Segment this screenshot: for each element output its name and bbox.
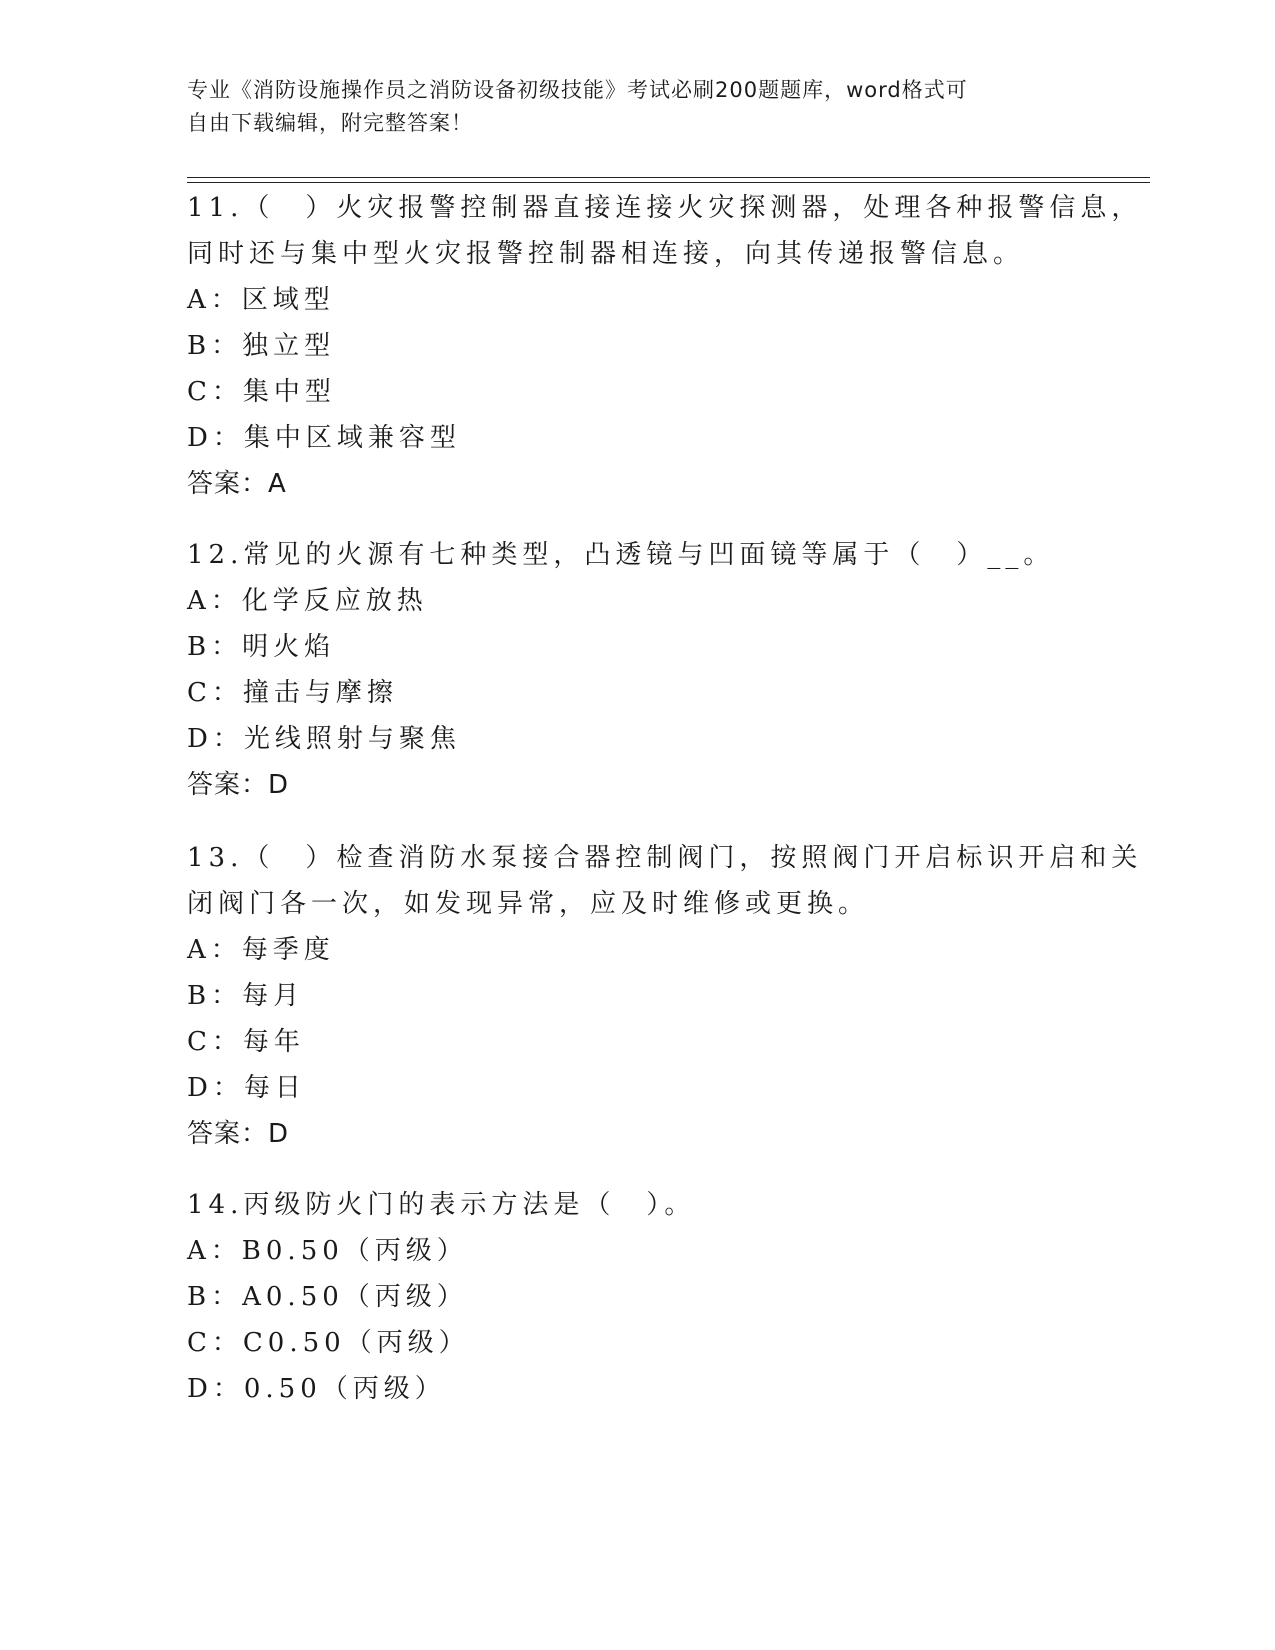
option-b: B：明火焰 bbox=[187, 632, 336, 662]
option-b: B：A0.50（丙级） bbox=[187, 1282, 468, 1312]
question-stem-line: 同时还与集中型火灾报警控制器相连接，向其传递报警信息。 bbox=[187, 239, 1025, 269]
question-11 bbox=[187, 185, 1143, 507]
answer: 答案：D bbox=[187, 1119, 290, 1149]
option-a: A：化学反应放热 bbox=[187, 586, 428, 616]
question-stem-line: 闭阀门各一次，如发现异常，应及时维修或更换。 bbox=[187, 889, 870, 919]
question-14 bbox=[187, 1182, 1087, 1412]
option-a: A：区域型 bbox=[187, 285, 335, 315]
question-stem-line: 11.（ ）火灾报警控制器直接连接火灾探测器，处理各种报警信息， bbox=[187, 193, 1143, 223]
option-d: D：集中区域兼容型 bbox=[187, 423, 461, 453]
option-a: A：每季度 bbox=[187, 935, 335, 965]
header-line-1: 专业《消防设施操作员之消防设备初级技能》考试必刷200题题库，word格式可 bbox=[187, 78, 968, 102]
question-stem-line: 13.（ ）检查消防水泵接合器控制阀门，按照阀门开启标识开启和关 bbox=[187, 843, 1143, 873]
option-d: D：0.50（丙级） bbox=[187, 1374, 446, 1404]
document-header bbox=[187, 74, 1087, 140]
answer: 答案：A bbox=[187, 469, 287, 499]
question-13 bbox=[187, 835, 1143, 1157]
option-a: A：B0.50（丙级） bbox=[187, 1236, 468, 1266]
answer: 答案：D bbox=[187, 770, 290, 800]
option-d: D：每日 bbox=[187, 1073, 306, 1103]
option-c: C：C0.50（丙级） bbox=[187, 1328, 470, 1358]
question-12 bbox=[187, 532, 1087, 808]
question-stem-line: 14.丙级防火门的表示方法是（ ）。 bbox=[187, 1190, 696, 1220]
option-c: C：每年 bbox=[187, 1027, 305, 1057]
option-b: B：每月 bbox=[187, 981, 305, 1011]
option-b: B：独立型 bbox=[187, 331, 336, 361]
option-c: C：撞击与摩擦 bbox=[187, 678, 398, 708]
option-d: D：光线照射与聚焦 bbox=[187, 724, 461, 754]
option-c: C：集中型 bbox=[187, 377, 336, 407]
header-line-2: 自由下载编辑，附完整答案！ bbox=[187, 111, 473, 135]
header-divider-top bbox=[187, 177, 1150, 178]
header-divider-bottom bbox=[187, 182, 1150, 183]
question-stem-line: 12.常见的火源有七种类型，凸透镜与凹面镜等属于（ ）__。 bbox=[187, 540, 1055, 570]
